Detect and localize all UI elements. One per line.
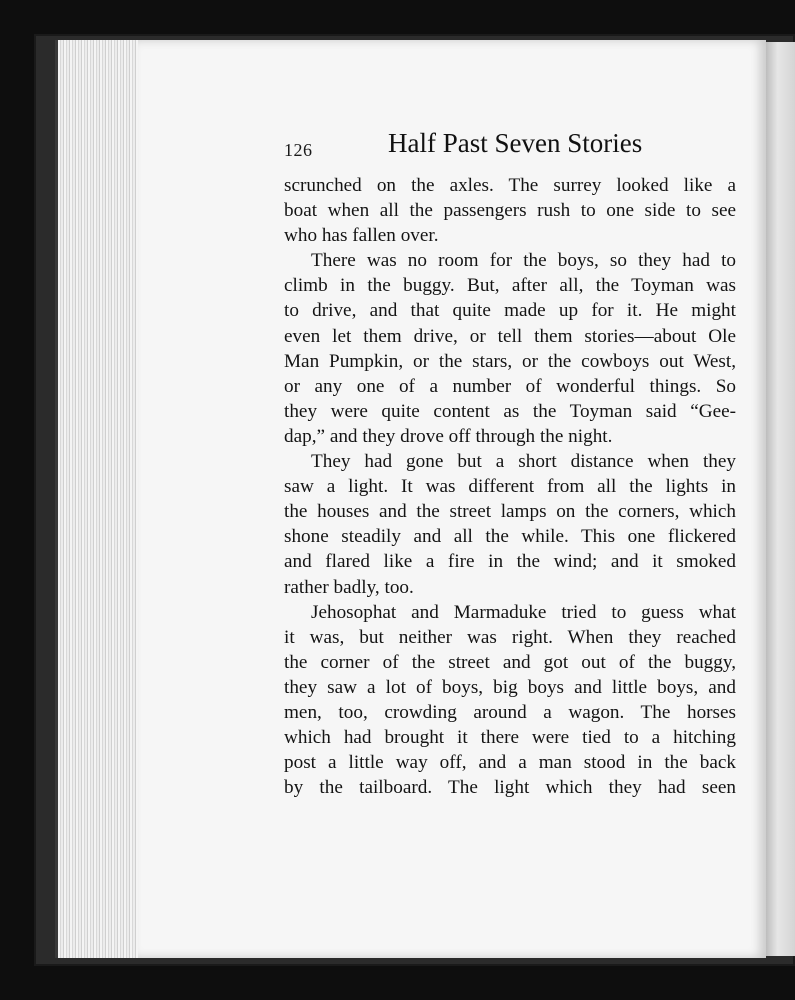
text-line: or any one of a number of wonderful things. So xyxy=(284,375,736,397)
text-line: to drive, and that quite made up for it. He might xyxy=(284,300,736,322)
text-line: dap,” and they drove off through the night. xyxy=(284,425,613,447)
page-number: 126 xyxy=(284,140,313,160)
text-line: and flared like a fire in the wind; and it smoked xyxy=(284,551,736,573)
text-line: shone steadily and all the while. This one flickered xyxy=(284,526,736,548)
text-line: they were quite content as the Toyman said “Gee- xyxy=(284,400,736,422)
text-line: who has fallen over. xyxy=(284,225,439,247)
text-line: Jehosophat and Marmaduke tried to guess what xyxy=(311,601,736,623)
text-line: scrunched on the axles. The surrey looked like a xyxy=(284,175,736,196)
running-title: Half Past Seven Stories xyxy=(388,128,643,158)
facing-page-edge xyxy=(766,42,795,956)
page-edges xyxy=(55,40,143,958)
body-text xyxy=(284,173,736,800)
text-line: They had gone but a short distance when they xyxy=(311,451,736,473)
text-line: the corner of the street and got out of the buggy, xyxy=(284,651,736,673)
text-line: by the tailboard. The light which they had seen xyxy=(284,777,736,799)
page-header xyxy=(284,128,736,172)
paragraph xyxy=(284,600,736,801)
text-line: climb in the buggy. But, after all, the Toyman was xyxy=(284,275,736,297)
text-line: it was, but neither was right. When they reached xyxy=(284,626,736,648)
text-line: Man Pumpkin, or the stars, or the cowboys out West, xyxy=(284,350,736,372)
text-line: which had brought it there were tied to a hitching xyxy=(284,727,736,749)
text-line: boat when all the passengers rush to one side to see xyxy=(284,200,736,222)
text-line: saw a light. It was different from all the lights in xyxy=(284,476,736,498)
text-line: the houses and the street lamps on the corners, which xyxy=(284,501,736,523)
text-line: post a little way off, and a man stood in the back xyxy=(284,752,736,774)
text-line: they saw a lot of boys, big boys and little boys, and xyxy=(284,676,736,698)
paragraph xyxy=(284,248,736,449)
text-line: There was no room for the boys, so they had to xyxy=(311,250,736,272)
text-line: even let them drive, or tell them stories—about Ole xyxy=(284,325,736,347)
text-line: rather badly, too. xyxy=(284,576,414,598)
paragraph xyxy=(284,173,736,248)
paragraph xyxy=(284,449,736,600)
text-line: men, too, crowding around a wagon. The horses xyxy=(284,701,736,723)
